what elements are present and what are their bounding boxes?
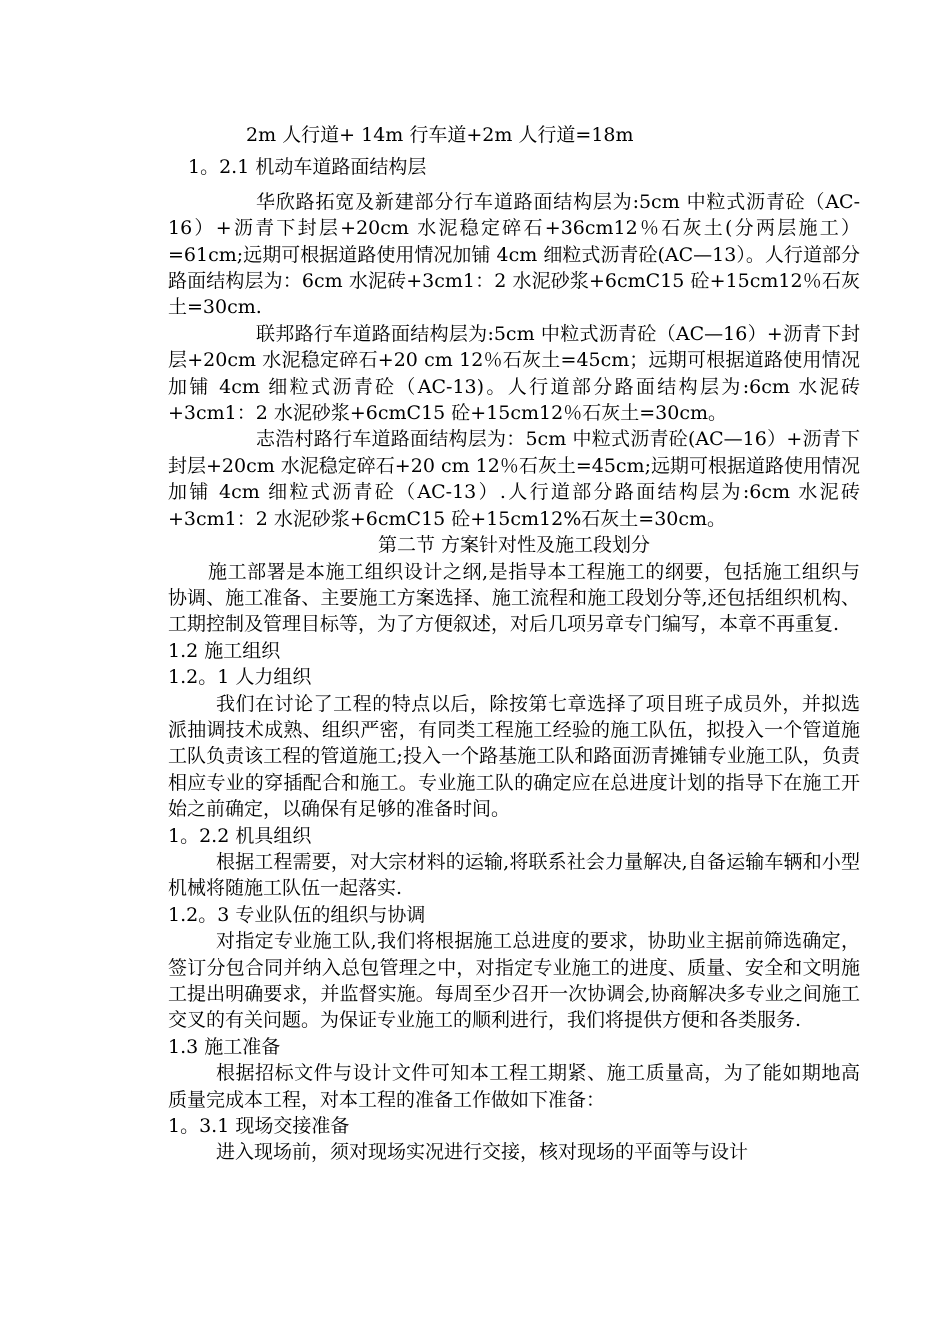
- paragraph-coordination: 对指定专业施工队,我们将根据施工总进度的要求，协助业主据前筛选确定，签订分包合同并纳入总包管理之中，对指定专业施工的进度、质量、安全和文明施工提出明确要求，并监督实施。每周至少召开一次协调会,协商解决多专业之间施工交叉的有关问题。为保证专业施工的顺利进行，我们将提供方便和各类服务.: [168, 930, 860, 1032]
- document-body: [168, 122, 860, 1166]
- heading-1-2-1-labor: 1.2。1 人力组织: [168, 666, 312, 689]
- paragraph-deployment: 施工部署是本施工组织设计之纲,是指导本工程施工的纲要，包括施工组织与协调、施工准备、主要施工方案选择、施工流程和施工段划分等,还包括组织机构、工期控制及管理目标等，为了方便叙述，对后几项另章专门编写，本章不再重复.: [168, 560, 860, 636]
- paragraph-preparation: 根据招标文件与设计文件可知本工程工期紧、施工质量高，为了能如期地高质量完成本工程，对本工程的准备工作做如下准备：: [168, 1062, 860, 1111]
- heading-1-2-1: 1。2.1 机动车道路面结构层: [188, 156, 427, 179]
- paragraph-site-handover: 进入现场前，须对现场实况进行交接，核对现场的平面等与设计: [216, 1141, 749, 1164]
- heading-1-3-1: 1。3.1 现场交接准备: [168, 1115, 350, 1138]
- paragraph-equipment: 根据工程需要，对大宗材料的运输,将联系社会力量解决,自备运输车辆和小型机械将随施工队伍一起落实.: [168, 850, 860, 900]
- heading-1-2: 1.2 施工组织: [168, 639, 281, 662]
- heading-1-2-2: 1。2.2 机具组织: [168, 824, 312, 847]
- paragraph-labor: 我们在讨论了工程的特点以后，除按第七章选择了项目班子成员外，并拟选派抽调技术成熟、组织严密，有同类工程施工经验的施工队伍，拟投入一个管道施工队负责该工程的管道施工;投入一个路基施工队和路面沥青摊铺专业施工队，负责相应专业的穿插配合和施工。专业施工队的确定应在总进度计划的指导下在施工开始之前确定，以确保有足够的准备时间。: [168, 692, 860, 821]
- paragraph-zhihao-road: 志浩村路行车道路面结构层为：5cm 中粒式沥青砼(AC—16）+沥青下封层+20cm 水泥稳定碎石+20 cm 12％石灰土=45cm;远期可根据道路使用情况加铺 4cm 细粒式沥青砼（AC-13）.人行道部分路面结构层为:6cm 水泥砖+3cm1：2 水泥砂浆+6cmC15 砼+15cm12%石灰土=30cm。: [168, 428, 860, 530]
- heading-1-2-3: 1.2。3 专业队伍的组织与协调: [168, 903, 426, 926]
- paragraph-huaxin-road: 华欣路拓宽及新建部分行车道路面结构层为:5cm 中粒式沥青砼（AC-16）+沥青下封层+20cm 水泥稳定碎石+36cm12％石灰土(分两层施工）=61cm;远期可根据道路使用情况加铺 4cm 细粒式沥青砼(AC—13）。人行道部分路面结构层为：6cm 水泥砖+3cm1：2 水泥砂浆+6cmC15 砼+15cm12％石灰土=30cm.: [168, 190, 860, 319]
- road-width-line: 2m 人行道+ 14m 行车道+2m 人行道=18m: [246, 124, 634, 146]
- heading-1-3: 1.3 施工准备: [168, 1035, 281, 1058]
- section-heading-2: 第二节 方案针对性及施工段划分: [377, 534, 651, 557]
- paragraph-lianbang-road: 联邦路行车道路面结构层为:5cm 中粒式沥青砼（AC—16）+沥青下封层+20cm 水泥稳定碎石+20 cm 12％石灰土=45cm；远期可根据道路使用情况加铺 4cm 细粒式沥青砼（AC-13)。人行道部分路面结构层为:6cm 水泥砖+3cm1：2 水泥砂浆+6cmC15 砼+15cm12％石灰土=30cm。: [168, 322, 860, 425]
